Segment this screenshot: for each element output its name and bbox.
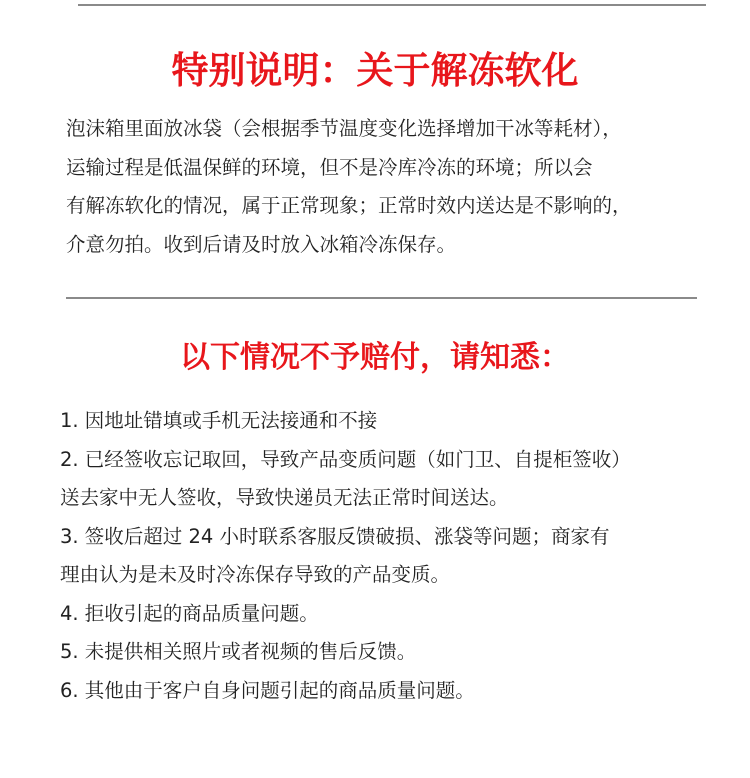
top-divider [78,4,706,6]
special-note-title: 特别说明：关于解冻软化 [171,49,579,92]
list-item: 3. 签收后超过 24 小时联系客服反馈破损、涨袋等问题；商家有 [60,524,610,548]
special-note-line: 介意勿拍。收到后请及时放入冰箱冷冻保存。 [66,232,457,256]
special-note-line: 泡沫箱里面放冰袋（会根据季节温度变化选择增加干冰等耗材）， [66,117,622,140]
list-item: 2. 已经签收忘记取回，导致产品变质问题（如门卫、自提柜签收） [60,447,631,471]
list-item: 理由认为是未及时冷冻保存导致的产品变质。 [60,563,451,586]
special-note-body [66,110,726,264]
no-compensation-list [60,402,730,710]
no-compensation-title: 以下情况不予赔付，请知悉： [180,340,570,375]
list-item: 4. 拒收引起的商品质量问题。 [60,601,319,625]
special-note-line: 运输过程是低温保鲜的环境，但不是冷库冷冻的环境；所以会 [66,155,593,179]
special-note-line: 有解冻软化的情况，属于正常现象；正常时效内送达是不影响的， [66,194,632,217]
list-item: 送去家中无人签收，导致快递员无法正常时间送达。 [60,486,509,509]
list-item: 5. 未提供相关照片或者视频的售后反馈。 [60,640,417,663]
list-item: 1. 因地址错填或手机无法接通和不接 [60,409,378,432]
section-divider [66,297,697,299]
list-item: 6. 其他由于客户自身问题引起的商品质量问题。 [60,678,475,702]
